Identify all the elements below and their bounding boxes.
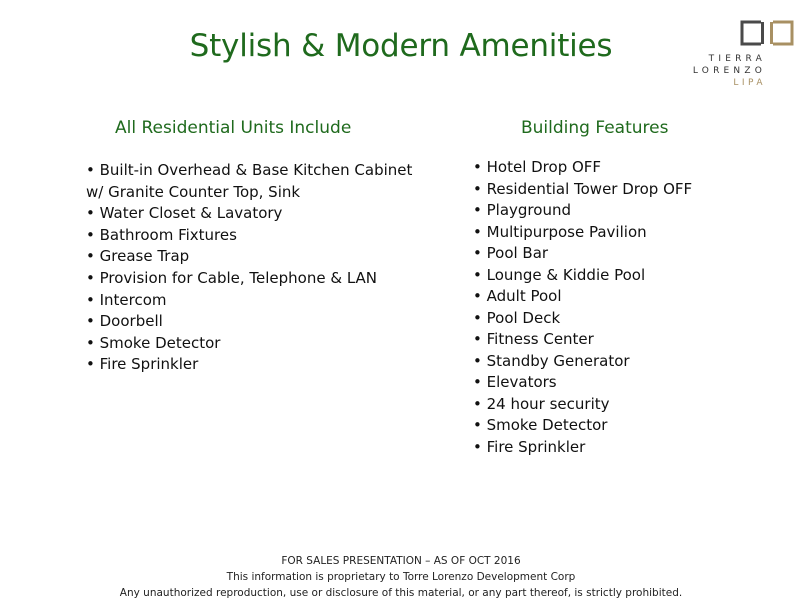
list-item: • Bathroom Fixtures	[86, 225, 412, 247]
list-item: • Smoke Detector	[473, 415, 692, 437]
logo-word-lorenzo: LORENZO	[692, 66, 766, 76]
list-item: • Pool Deck	[473, 308, 692, 330]
list-item: • Playground	[473, 200, 692, 222]
list-item: • Elevators	[473, 372, 692, 394]
footer-disclaimer: Any unauthorized reproduction, use or disclosure of this material, or any part thereof, is strictly prohibited.	[119, 587, 683, 599]
list-item: • Hotel Drop OFF	[473, 157, 692, 179]
footer-presentation-note: FOR SALES PRESENTATION – AS OF OCT 2016	[281, 555, 521, 567]
list-item: • Fire Sprinkler	[86, 354, 412, 376]
tierra-lorenzo-logo	[662, 18, 798, 88]
footer-proprietary-note: This information is proprietary to Torre Lorenzo Development Corp	[226, 571, 576, 583]
list-item: • Intercom	[86, 290, 412, 312]
page-title: Stylish & Modern Amenities	[189, 28, 613, 64]
logo-word-tierra: TIERRA	[708, 54, 766, 64]
list-item: • Multipurpose Pavilion	[473, 222, 692, 244]
list-item: • Standby Generator	[473, 351, 692, 373]
list-item: • Residential Tower Drop OFF	[473, 179, 692, 201]
list-item: • Built-in Overhead & Base Kitchen Cabinet	[86, 160, 412, 182]
residential-heading: All Residential Units Include	[115, 118, 352, 138]
list-item: • Fitness Center	[473, 329, 692, 351]
list-item: • 24 hour security	[473, 394, 692, 416]
list-item: • Water Closet & Lavatory	[86, 203, 412, 225]
building-list	[473, 157, 692, 458]
logo-word-lipa: LIPA	[733, 78, 766, 88]
residential-list	[86, 160, 412, 376]
list-item: • Pool Bar	[473, 243, 692, 265]
list-item: • Smoke Detector	[86, 333, 412, 355]
list-item: • Doorbell	[86, 311, 412, 333]
list-item: • Fire Sprinkler	[473, 437, 692, 459]
list-item: • Grease Trap	[86, 246, 412, 268]
logo-mark-icon	[740, 20, 794, 46]
list-item: • Lounge & Kiddie Pool	[473, 265, 692, 287]
building-heading: Building Features	[521, 118, 669, 138]
list-item: • Adult Pool	[473, 286, 692, 308]
list-item: • Provision for Cable, Telephone & LAN	[86, 268, 412, 290]
list-item-continuation: w/ Granite Counter Top, Sink	[86, 182, 301, 201]
